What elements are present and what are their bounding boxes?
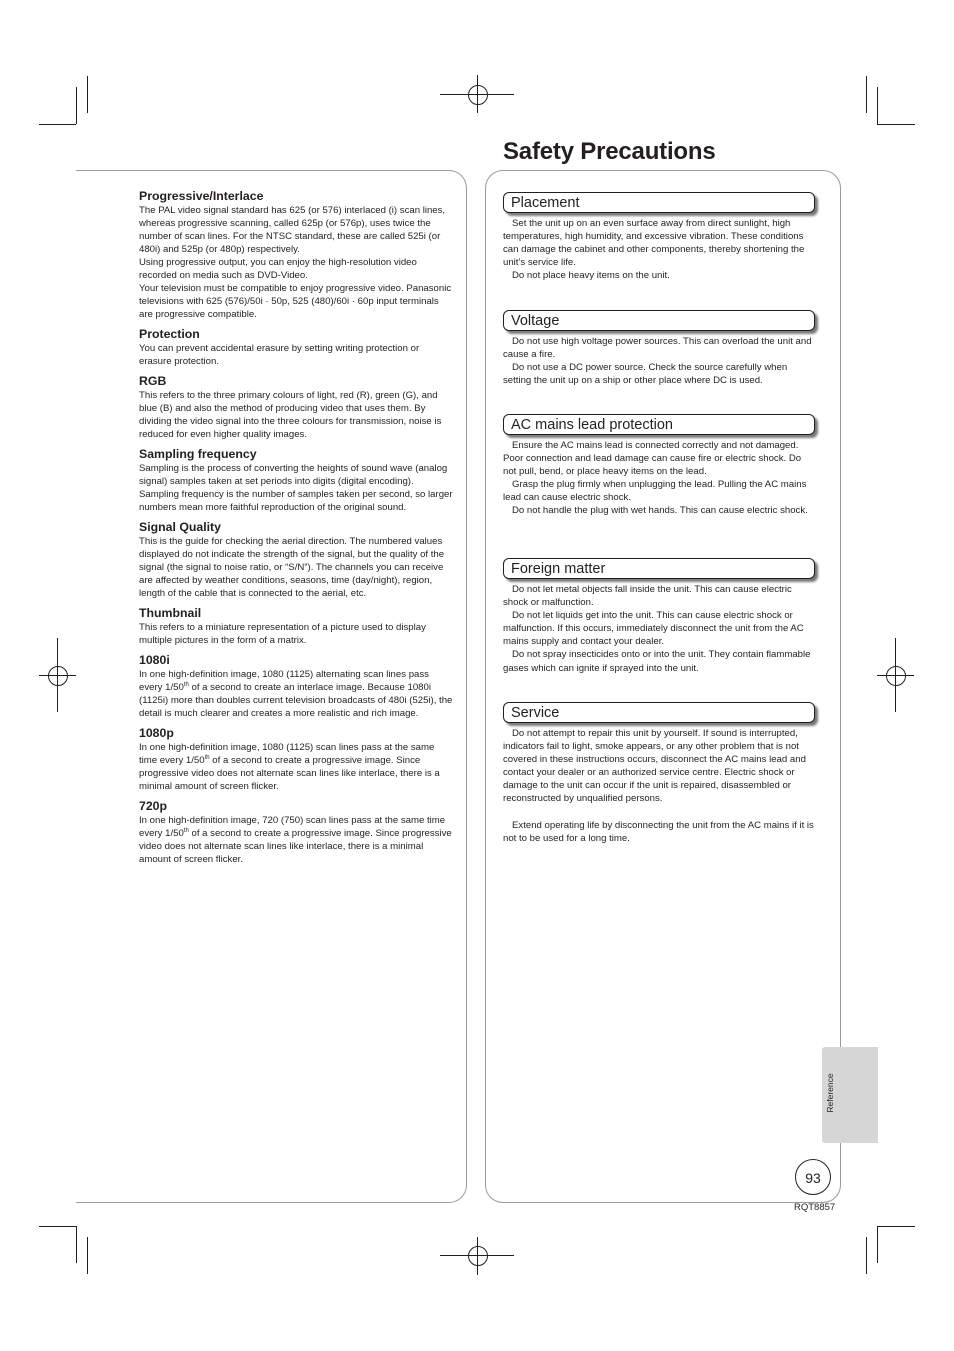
term-text: Sampling is the process of converting the heights of sound wave (analog signal) samples taken at set periods into digits (digital encoding). Sampling frequency is the number of samples taken per second, so larger numbers mean more faithful reproduction of the original sound. xyxy=(139,463,453,513)
section-heading-box xyxy=(503,702,815,723)
glossary-entry-1080i xyxy=(139,653,453,720)
section-service xyxy=(503,702,815,845)
term-text: You can prevent accidental erasure by setting writing protection or erasure protection. xyxy=(139,343,420,367)
term-text: This refers to a miniature representation of a picture used to display multiple pictures in the form of a matrix. xyxy=(139,622,426,646)
term-heading: 720p xyxy=(139,799,168,813)
glossary-entry-protection xyxy=(139,327,453,368)
section-text: Extend operating life by disconnecting the unit from the AC mains if it is not to be used for a long time. xyxy=(503,819,814,844)
page-title: Safety Precautions xyxy=(503,138,716,165)
term-heading: 1080i xyxy=(139,653,170,667)
section-ac-mains-lead-protection xyxy=(503,414,815,518)
section-foreign-matter xyxy=(503,558,815,675)
term-text: Using progressive output, you can enjoy the high-resolution video recorded on media such as DVD-Video. xyxy=(139,257,417,281)
term-heading: Sampling frequency xyxy=(139,447,257,461)
section-heading: AC mains lead protection xyxy=(511,417,673,433)
glossary-entry-720p xyxy=(139,799,453,866)
reference-tab-label: Reference xyxy=(825,1073,835,1113)
section-heading: Service xyxy=(511,705,560,721)
section-text: Do not spray insecticides onto or into the unit. They contain flammable gases which can ignite if sprayed into the unit. xyxy=(503,649,811,674)
section-heading: Foreign matter xyxy=(511,561,606,577)
section-text: Grasp the plug firmly when unplugging the lead. Pulling the AC mains lead can cause electric shock. xyxy=(503,479,807,504)
section-body xyxy=(503,335,815,387)
section-heading: Placement xyxy=(511,195,580,211)
section-heading-box xyxy=(503,558,815,579)
glossary-entry-signal-quality xyxy=(139,520,453,600)
glossary-entry-sampling-frequency xyxy=(139,447,453,514)
section-text: Do not place heavy items on the unit. xyxy=(512,270,670,282)
term-text: In one high-definition image, 1080 (1125) alternating scan lines pass every 1/50th of a second to create an interlace image. Because 1080i (1125i) more than doubles current television broadcasts of 480i (525i), the detail is much clearer and creates a more realistic and rich image. xyxy=(139,669,453,719)
glossary xyxy=(139,189,453,872)
section-heading-box xyxy=(503,414,815,435)
section-heading-box xyxy=(503,310,815,331)
term-text: This refers to the three primary colours of light, red (R), green (G), and blue (B) and also the method of producing video that uses them. By dividing the video signal into the three colours for transmission, noise is reduced for even higher quality images. xyxy=(139,390,442,440)
term-text: In one high-definition image, 720 (750) scan lines pass at the same time every 1/50th of a second to create a progressive image. Since progressive video does not alternate scan lines like interlace, there is a minimal amount of screen flicker. xyxy=(139,815,452,865)
section-text: Do not handle the plug with wet hands. This can cause electric shock. xyxy=(512,505,808,517)
term-text: In one high-definition image, 1080 (1125) scan lines pass at the same time every 1/50th of a second to create a progressive image. Since progressive video does not alternate scan lines like interlace, there is a minimal amount of screen flicker. xyxy=(139,742,440,792)
term-heading: Protection xyxy=(139,327,200,341)
section-text: Do not attempt to repair this unit by yourself. If sound is interrupted, indicators fail to light, smoke appears, or any other problem that is not covered in these instructions occurs, disconnect the AC mains lead and contact your dealer or an authorized service centre. Electric shock or damage to the unit can occur if the unit is repaired, disassembled or reconstructed by unqualified persons. xyxy=(503,728,806,805)
term-heading: Progressive/Interlace xyxy=(139,189,264,203)
page-number: 93 xyxy=(795,1159,831,1195)
glossary-entry-thumbnail xyxy=(139,606,453,647)
term-text: Your television must be compatible to enjoy progressive video. Panasonic televisions with 625 (576)/50i · 50p, 525 (480)/60i · 60p input terminals are progressive compatible. xyxy=(139,283,452,320)
term-heading: RGB xyxy=(139,374,167,388)
section-body xyxy=(503,217,815,282)
term-text: This is the guide for checking the aerial direction. The numbered values displayed do not indicate the strength of the signal, but the quality of the signal (the signal to noise ratio, or “S/N”). The channels you can receive are affected by weather conditions, seasons, time (day/night), region, length of the cable that is connected to the aerial, etc. xyxy=(139,536,445,599)
section-heading-box xyxy=(503,192,815,213)
section-text: Do not use a DC power source. Check the source carefully when setting the unit up on a ship or other place where DC is used. xyxy=(503,362,788,387)
section-text: Do not use high voltage power sources. This can overload the unit and cause a fire. xyxy=(503,336,812,361)
glossary-entry-rgb xyxy=(139,374,453,441)
glossary-entry-1080p xyxy=(139,726,453,793)
section-placement xyxy=(503,192,815,282)
glossary-entry-progressive-interlace xyxy=(139,189,453,321)
term-heading: Thumbnail xyxy=(139,606,202,620)
section-body xyxy=(503,439,815,518)
section-text: Set the unit up on an even surface away from direct sunlight, high temperatures, high humidity, and excessive vibration. These conditions can damage the cabinet and other components, thereby shortening the unit’s service life. xyxy=(503,218,805,269)
term-text: The PAL video signal standard has 625 (or 576) interlaced (i) scan lines, whereas progressive scanning, called 625p (or 576p), uses twice the number of scan lines. For the NTSC standard, these are called 525i (or 480i) and 525p (or 480p) respectively. xyxy=(139,205,446,255)
section-text: Ensure the AC mains lead is connected correctly and not damaged. Poor connection and lead damage can cause fire or electric shock. Do not pull, bend, or place heavy items on the lead. xyxy=(503,440,802,478)
section-body xyxy=(503,583,815,675)
term-heading: 1080p xyxy=(139,726,174,740)
term-heading: Signal Quality xyxy=(139,520,221,534)
document-code: RQT8857 xyxy=(794,1202,836,1213)
section-body xyxy=(503,727,815,845)
section-heading: Voltage xyxy=(511,313,560,329)
section-voltage xyxy=(503,310,815,387)
section-text: Do not let metal objects fall inside the unit. This can cause electric shock or malfunction. xyxy=(503,584,792,609)
section-text: Do not let liquids get into the unit. This can cause electric shock or malfunction. If this occurs, immediately disconnect the unit from the AC mains supply and contact your dealer. xyxy=(503,610,804,648)
